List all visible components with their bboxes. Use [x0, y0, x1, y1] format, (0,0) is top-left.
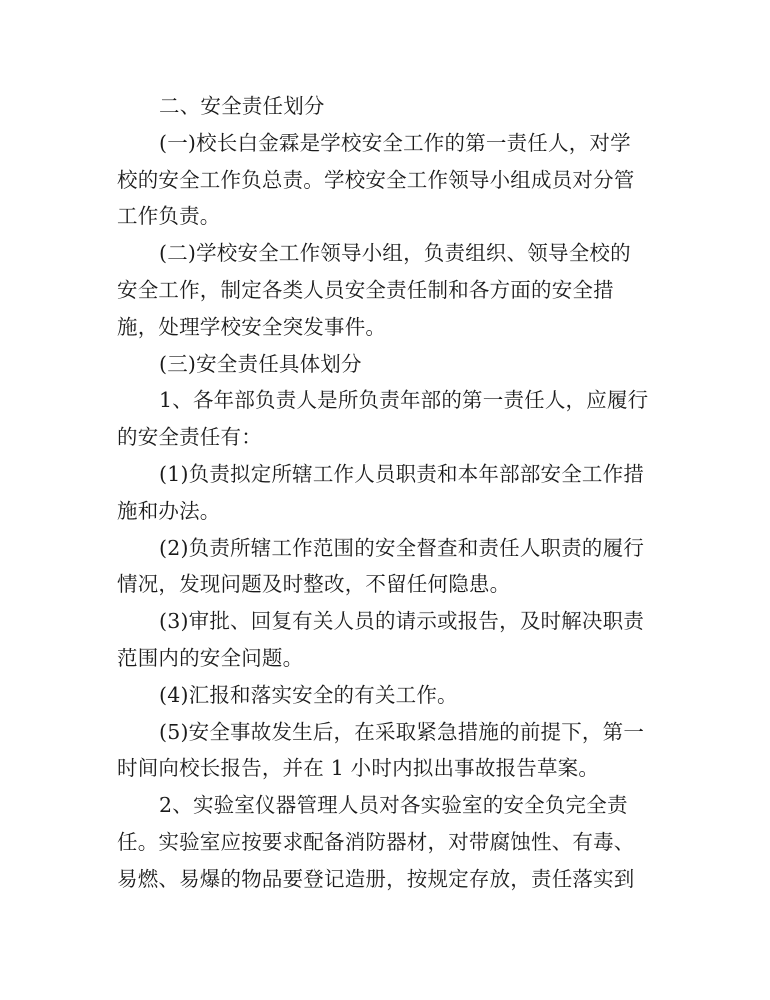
list-item-line: 施和办法。	[117, 498, 221, 523]
paragraph-line: (二)学校安全工作领导小组，负责组织、领导全校的	[159, 241, 631, 266]
list-item-line: (5)安全事故发生后，在采取紧急措施的前提下，第一	[159, 719, 645, 744]
list-item-line: (1)负责拟定所辖工作人员职责和本年部部安全工作措	[159, 461, 645, 486]
list-item-line: 情况，发现问题及时整改，不留任何隐患。	[117, 572, 511, 597]
document-page	[117, 88, 647, 898]
section-heading: 二、安全责任划分	[159, 94, 325, 118]
paragraph-line: 易燃、易爆的物品要登记造册，按规定存放，责任落实到	[117, 866, 635, 891]
paragraph-line: (一)校长白金霖是学校安全工作的第一责任人，对学	[159, 130, 631, 155]
paragraph-line: 1、各年部负责人是所负责年部的第一责任人，应履行	[159, 388, 649, 413]
paragraph-line: 校的安全工作负总责。学校安全工作领导小组成员对分管	[117, 167, 635, 192]
paragraph-line: 安全工作，制定各类人员安全责任制和各方面的安全措	[117, 277, 614, 302]
list-item-line: (2)负责所辖工作范围的安全督查和责任人职责的履行	[159, 535, 645, 560]
paragraph-line: 工作负责。	[117, 204, 221, 229]
list-item-line: (4)汇报和落实安全的有关工作。	[159, 682, 458, 707]
paragraph-line: 任。实验室应按要求配备消防器材，对带腐蚀性、有毒、	[117, 829, 635, 854]
list-item-line: 范围内的安全问题。	[117, 645, 304, 670]
list-item-line: 时间向校长报告，并在 1 小时内拟出事故报告草案。	[117, 756, 600, 781]
subsection-heading: (三)安全责任具体划分	[159, 351, 362, 376]
list-item-line: (3)审批、回复有关人员的请示或报告，及时解决职责	[159, 609, 645, 634]
paragraph-line: 施，处理学校安全突发事件。	[117, 314, 387, 339]
paragraph-line: 的安全责任有：	[117, 425, 262, 450]
paragraph-line: 2、实验室仪器管理人员对各实验室的安全负完全责	[159, 793, 628, 818]
